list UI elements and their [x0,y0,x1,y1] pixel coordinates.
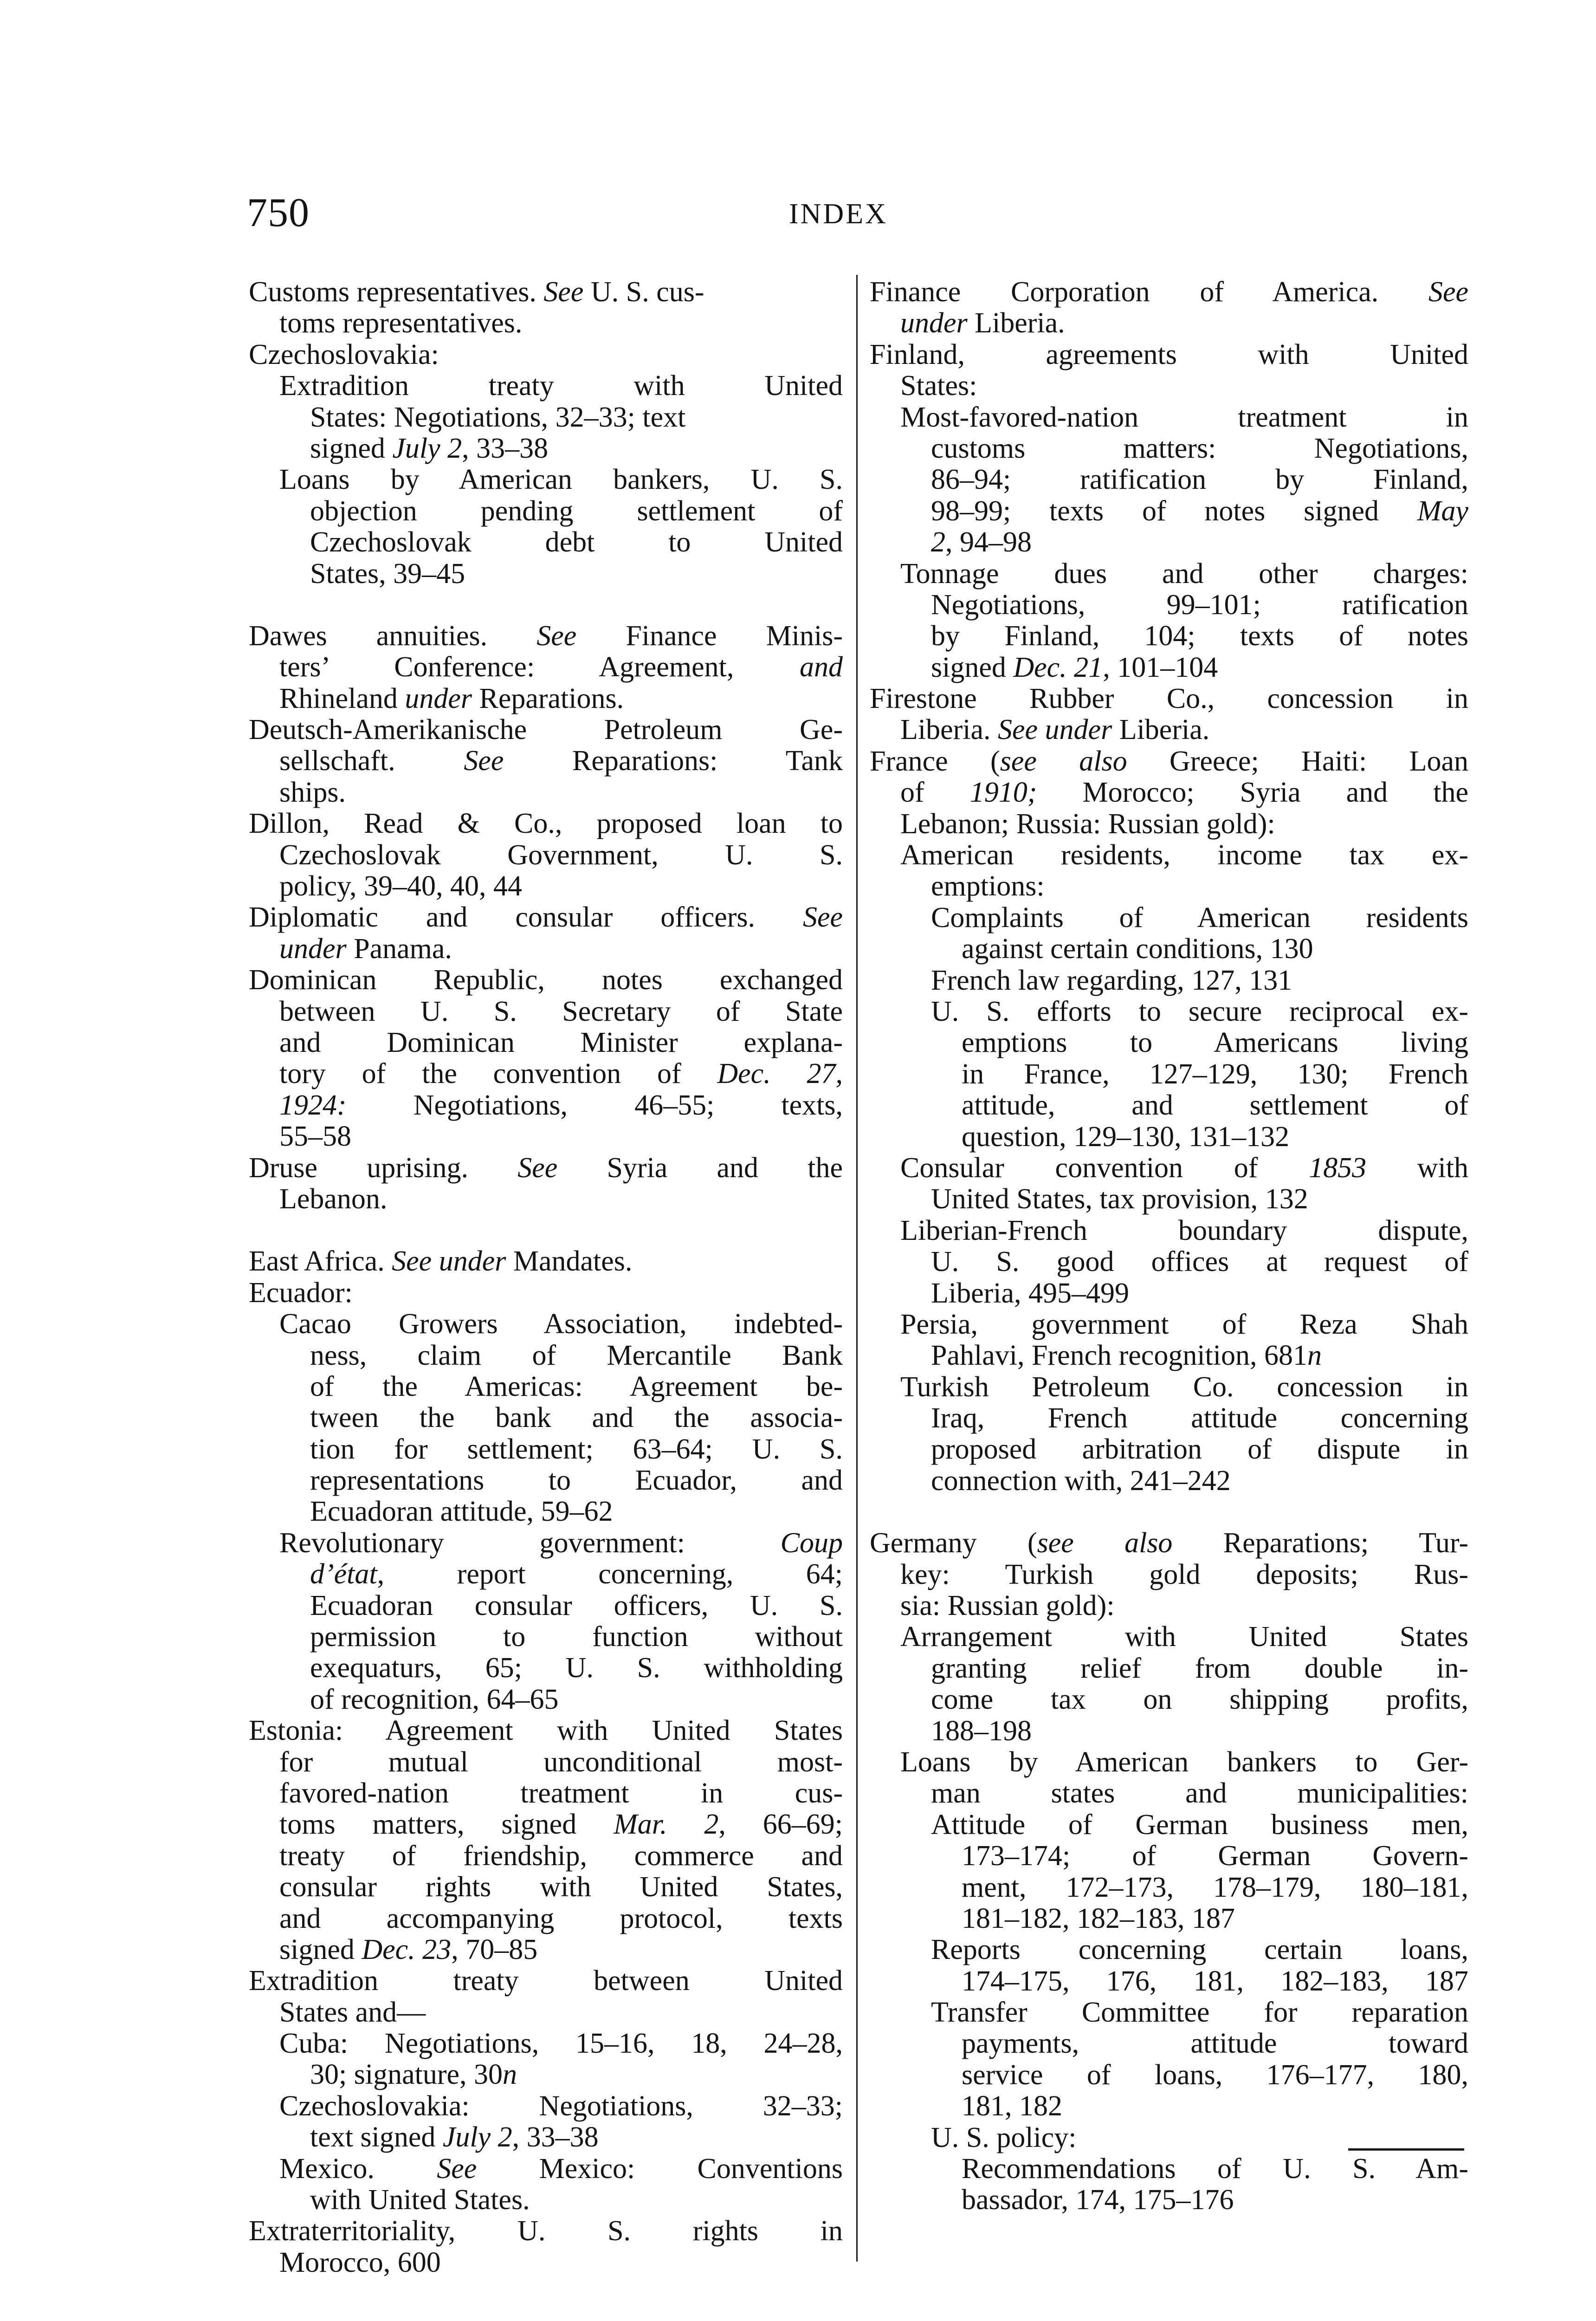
entry-gap [249,1215,843,1246]
index-entry-line: Czechoslovak Government, U. S. [279,839,843,871]
index-entry-line: under Panama. [279,933,452,965]
index-column-left [249,277,843,2278]
index-entry-line: by Finland, 104; texts of notes [931,621,1468,652]
index-entry-line: States and— [279,1996,426,2028]
index-entry-line: Deutsch-Amerikanische Petroleum Ge- [249,714,843,746]
index-entry-line: signed Dec. 21, 101–104 [931,651,1218,683]
index-entry-line: U. S. policy: [931,2121,1077,2153]
index-entry-line: Ecuadoran consular officers, U. S. [310,1590,843,1621]
index-entry-line: Recommendations of U. S. Am- [962,2153,1468,2185]
index-entry-line: emptions: [931,870,1045,902]
index-entry-line: permission to function without [310,1621,843,1653]
index-entry-line: Extraterritoriality, U. S. rights in [249,2216,843,2247]
index-entry-line: Complaints of American residents [931,902,1468,934]
index-entry-line: Finland, agreements with United [870,339,1468,370]
index-entry-line: tion for settlement; 63–64; U. S. [310,1433,843,1465]
index-entry-line: Firestone Rubber Co., concession in [870,683,1468,715]
index-entry-line: granting relief from double in- [931,1653,1468,1684]
index-entry-line: of the Americas: Agreement be- [310,1371,843,1402]
index-entry-line: American residents, income tax ex- [900,840,1468,871]
index-entry-line: 174–175, 176, 181, 182–183, 187 [962,1965,1468,1997]
index-entry-line: Pahlavi, French recognition, 681n [931,1340,1322,1372]
index-entry-line: Turkish Petroleum Co. concession in [900,1371,1468,1403]
index-entry-line: Finance Corporation of America. See [870,277,1468,308]
index-entry-line: Czechoslovakia: [249,338,439,370]
index-entry-line: signed July 2, 33–38 [310,432,549,464]
index-entry-line: 173–174; of German Govern- [962,1841,1468,1872]
index-entry-line: Consular convention of 1853 with [900,1152,1468,1184]
index-entry-line: Ecuador: [249,1277,353,1309]
index-entry-line: Cacao Growers Association, indebted- [279,1309,843,1340]
index-entry-line: Druse uprising. See Syria and the [249,1152,843,1184]
index-entry-line: ters’ Conference: Agreement, and [279,652,843,683]
index-entry-line: emptions to Americans living [962,1027,1468,1059]
index-entry-line: 98–99; texts of notes signed May [931,495,1468,527]
index-entry-line: Transfer Committee for reparation [931,1997,1468,2029]
index-entry-line: of 1910; Morocco; Syria and the [900,777,1468,809]
index-entry-line: States: Negotiations, 32–33; text [310,401,686,433]
index-entry-line: 2, 94–98 [931,526,1032,558]
index-entry-line: U. S. good offices at request of [931,1246,1468,1278]
index-entry-line: United States, tax provision, 132 [931,1183,1308,1215]
index-entry-line: key: Turkish gold deposits; Rus- [900,1559,1468,1590]
index-entry-line: proposed arbitration of dispute in [931,1434,1468,1465]
index-entry-line: tory of the convention of Dec. 27, [279,1058,843,1090]
index-entry-line: Tonnage dues and other charges: [900,558,1468,590]
index-entry-line: Customs representatives. See U. S. cus- [249,276,704,308]
index-entry-line: and Dominican Minister explana- [279,1027,843,1058]
index-entry-line: for mutual unconditional most- [279,1746,843,1778]
index-entry-line: sellschaft. See Reparations: Tank [279,746,843,777]
index-entry-line: Dominican Republic, notes exchanged [249,965,843,996]
index-entry-line: Loans by American bankers to Ger- [900,1746,1468,1778]
index-entry-line: payments, attitude toward [962,2028,1468,2060]
index-entry-line: attitude, and settlement of [962,1090,1468,1122]
index-entry-line: Mexico. See Mexico: Conventions [279,2153,843,2185]
index-entry-line: service of loans, 176–177, 180, [962,2059,1468,2091]
index-entry-line: between U. S. Secretary of State [279,996,843,1027]
index-entry-line: States: [900,370,977,402]
index-entry-line: against certain conditions, 130 [962,933,1313,965]
index-entry-line: 188–198 [931,1715,1032,1747]
index-entry-line: under Liberia. [900,307,1065,339]
index-entry-line: signed Dec. 23, 70–85 [279,1933,538,1965]
index-entry-line: Dillon, Read & Co., proposed loan to [249,808,843,840]
index-entry-line: 181–182, 182–183, 187 [962,1902,1235,1934]
index-entry-line: Loans by American bankers, U. S. [279,464,843,496]
index-entry-line: toms matters, signed Mar. 2, 66–69; [279,1809,843,1841]
index-entry-line: Arrangement with United States [900,1621,1468,1653]
index-entry-line: Rhineland under Reparations. [279,682,624,714]
index-entry-line: Reports concerning certain loans, [931,1934,1468,1966]
index-entry-line: Extradition treaty with United [279,370,843,402]
index-entry-line: bassador, 174, 175–176 [962,2184,1234,2216]
index-entry-line: 86–94; ratification by Finland, [931,464,1468,496]
index-entry-line: French law regarding, 127, 131 [931,964,1292,996]
running-title: INDEX [789,198,888,230]
entry-gap [249,590,843,621]
index-entry-line: Czechoslovak debt to United [310,527,843,558]
index-entry-line: Ecuadoran attitude, 59–62 [310,1496,613,1528]
index-entry-line: Negotiations, 99–101; ratification [931,589,1468,621]
index-entry-line: Iraq, French attitude concerning [931,1403,1468,1434]
page-number: 750 [247,190,310,235]
index-entry-line: with United States. [310,2184,530,2216]
index-entry-line: Morocco, 600 [279,2246,441,2278]
index-entry-line: Lebanon; Russia: Russian gold): [900,808,1275,840]
index-entry-line: U. S. efforts to secure reciprocal ex- [931,996,1468,1027]
index-entry-line: sia: Russian gold): [900,1590,1115,1622]
index-entry-line: question, 129–130, 131–132 [962,1121,1290,1153]
index-entry-line: Lebanon. [279,1183,388,1215]
index-entry-line: ships. [279,776,346,808]
index-entry-line: 181, 182 [962,2090,1062,2122]
index-entry-line: France (see also Greece; Haiti: Loan [870,746,1468,777]
index-entry-line: East Africa. See under Mandates. [249,1245,633,1277]
index-entry-line: treaty of friendship, commerce and [279,1840,843,1872]
index-entry-line: Most-favored-nation treatment in [900,402,1468,433]
index-entry-line: Persia, government of Reza Shah [900,1309,1468,1340]
index-entry-line: favored-nation treatment in cus- [279,1777,843,1809]
index-entry-line: customs matters: Negotiations, [931,433,1468,464]
index-entry-line: text signed July 2, 33–38 [310,2121,599,2153]
index-entry-line: Extradition treaty between United [249,1965,843,1997]
entry-gap [870,1497,1468,1528]
index-entry-line: d’état, report concerning, 64; [310,1559,843,1590]
index-entry-line: 55–58 [279,1121,351,1153]
index-entry-line: consular rights with United States, [279,1872,843,1903]
index-entry-line: policy, 39–40, 40, 44 [279,870,522,902]
index-entry-line: States, 39–45 [310,558,465,590]
index-entry-line: Liberian-French boundary dispute, [900,1215,1468,1246]
index-entry-line: Dawes annuities. See Finance Minis- [249,620,843,652]
index-entry-line: Germany (see also Reparations; Tur- [870,1528,1468,1559]
continuation-rule [1348,2148,1464,2151]
index-entry-line: objection pending settlement of [310,495,843,527]
index-entry-line: toms representatives. [279,307,523,339]
index-entry-line: Estonia: Agreement with United States [249,1715,843,1747]
index-entry-line: come tax on shipping profits, [931,1684,1468,1716]
index-entry-line: Revolutionary government: Coup [279,1527,843,1559]
index-entry-line: ness, claim of Mercantile Bank [310,1340,843,1371]
index-entry-line: of recognition, 64–65 [310,1683,559,1715]
index-entry-line: 30; signature, 30n [310,2059,517,2091]
index-entry-line: Cuba: Negotiations, 15–16, 18, 24–28, [279,2028,843,2060]
index-entry-line: in France, 127–129, 130; French [962,1058,1468,1090]
index-entry-line: tween the bank and the associa- [310,1402,843,1434]
index-entry-line: Liberia. See under Liberia. [900,714,1210,746]
index-column-right [870,277,1468,2216]
index-entry-line: and accompanying protocol, texts [279,1903,843,1934]
index-entry-line: Czechoslovakia: Negotiations, 32–33; [279,2090,843,2122]
index-entry-line: connection with, 241–242 [931,1465,1231,1497]
index-entry-line: ment, 172–173, 178–179, 180–181, [962,1872,1468,1903]
index-entry-line: exequaturs, 65; U. S. withholding [310,1653,843,1684]
index-entry-line: 1924: Negotiations, 46–55; texts, [279,1089,843,1121]
index-entry-line: Attitude of German business men, [931,1809,1468,1841]
index-entry-line: Diplomatic and consular officers. See [249,902,843,934]
index-entry-line: Liberia, 495–499 [931,1277,1130,1309]
index-entry-line: man states and municipalities: [931,1778,1468,1809]
index-entry-line: representations to Ecuador, and [310,1465,843,1497]
column-divider [856,275,858,2262]
